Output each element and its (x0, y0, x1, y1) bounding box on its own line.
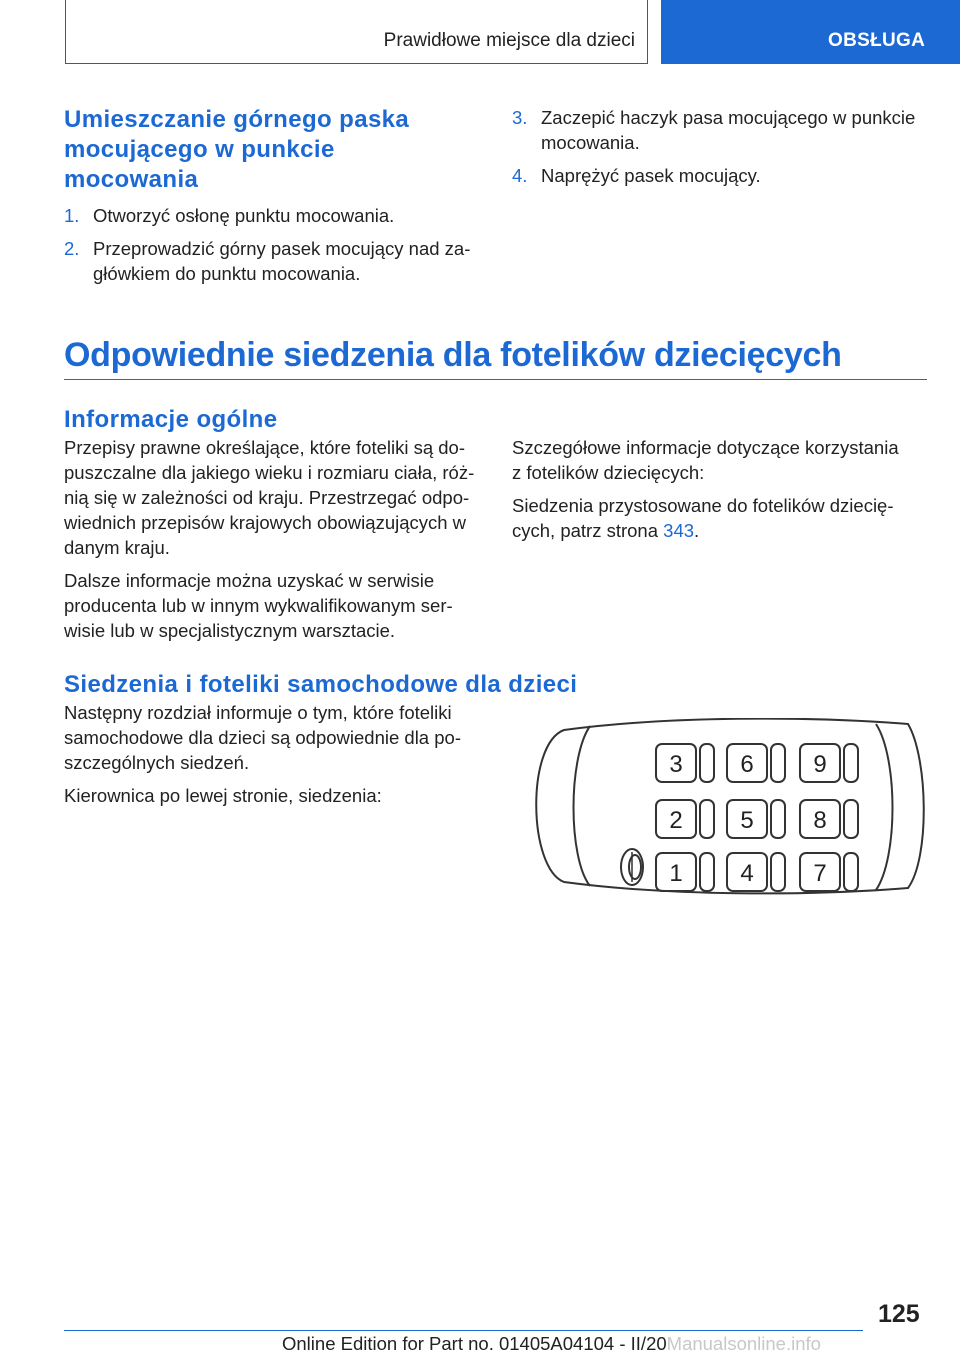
footer-watermark: Manualsonline.info (666, 1333, 821, 1354)
seat-back-3 (700, 744, 714, 782)
step-1: 1. Otworzyć osłonę punktu mocowania. (64, 205, 395, 226)
section2-left (64, 405, 494, 643)
seat-diagram (528, 718, 938, 898)
seat-back-1 (700, 853, 714, 891)
seat-number-3: 3 (669, 751, 683, 778)
seat-number-8: 8 (813, 807, 827, 834)
header-tab[interactable] (661, 0, 960, 64)
seat-number-2: 2 (669, 807, 683, 834)
section2-paragraph-3: Szczegółowe informacje dotyczące korzystania z fotelików dziecięcych: (512, 437, 899, 483)
section2-title: Informacje ogólne (64, 406, 278, 433)
section1-title: Umieszczanie górnego paska mocującego w punkcie mocowania (64, 106, 410, 193)
header-title: Prawidłowe miejsce dla dzieci (383, 30, 635, 51)
footer-rule (64, 1330, 863, 1331)
section1-left (64, 105, 484, 286)
rear-window-line (876, 724, 893, 890)
seat-back-7 (844, 853, 858, 891)
seat-number-7: 7 (813, 860, 827, 887)
seat-back-9 (844, 744, 858, 782)
seat-number-9: 9 (813, 751, 827, 778)
main-title: Odpowiednie siedzenia dla fotelików dziecięcych (64, 336, 842, 374)
section2-paragraph-2: Dalsze informacje można uzyskać w serwisie producenta lub w innym wykwalifikowanym ser‐ wisie lub w specjalistycznym warsztacie. (64, 570, 453, 641)
seat-back-8 (844, 800, 858, 838)
seat-number-5: 5 (740, 807, 754, 834)
step-3: 3. Zaczepić haczyk pasa mocującego w punkcie mocowania. (512, 107, 916, 153)
footer-edition: Online Edition for Part no. 01405A04104 - II/20Manualsonline.info (282, 1333, 821, 1354)
seat-number-1: 1 (669, 860, 683, 887)
seat-number-6: 6 (740, 751, 754, 778)
steering-wheel-icon (621, 849, 643, 885)
section3-title: Siedzenia i foteliki samochodowe dla dzieci (64, 671, 578, 698)
section1-right (512, 105, 942, 188)
main-title-rule (64, 379, 927, 380)
header-title-box (65, 0, 648, 64)
section3-paragraph-2: Kierownica po lewej stronie, siedzenia: (64, 785, 382, 806)
section2-paragraph-1: Przepisy prawne określające, które foteliki są do‐ puszczalne dla jakiego wieku i rozmiaru ciała, róż‐ nią się w zależności od kraju. Przestrzegać odpo‐ wiednich przepisów krajowych obowiązujących w danym kraju. (64, 437, 475, 558)
step-2: 2. Przeprowadzić górny pasek mocujący nad za‐ główkiem do punktu mocowania. (64, 238, 471, 284)
section2-paragraph-4: Siedzenia przystosowane do fotelików dziecię‐ cych, patrz strona 343. (512, 495, 894, 541)
header-tab-label: OBSŁUGA (828, 30, 926, 51)
page-number: 125 (878, 1300, 920, 1328)
seat-back-4 (771, 853, 785, 891)
seat-back-6 (771, 744, 785, 782)
seat-number-4: 4 (740, 860, 754, 887)
section3-paragraph-1: Następny rozdział informuje o tym, które foteliki samochodowe dla dzieci są odpowiednie dla po‐ szczególnych siedzeń. (64, 702, 461, 773)
step-4: 4. Naprężyć pasek mocujący. (512, 165, 761, 186)
page-link-343[interactable]: 343 (663, 520, 695, 541)
section2-right (512, 435, 942, 543)
seat-back-2 (700, 800, 714, 838)
windshield-line (574, 726, 591, 886)
seat-back-5 (771, 800, 785, 838)
